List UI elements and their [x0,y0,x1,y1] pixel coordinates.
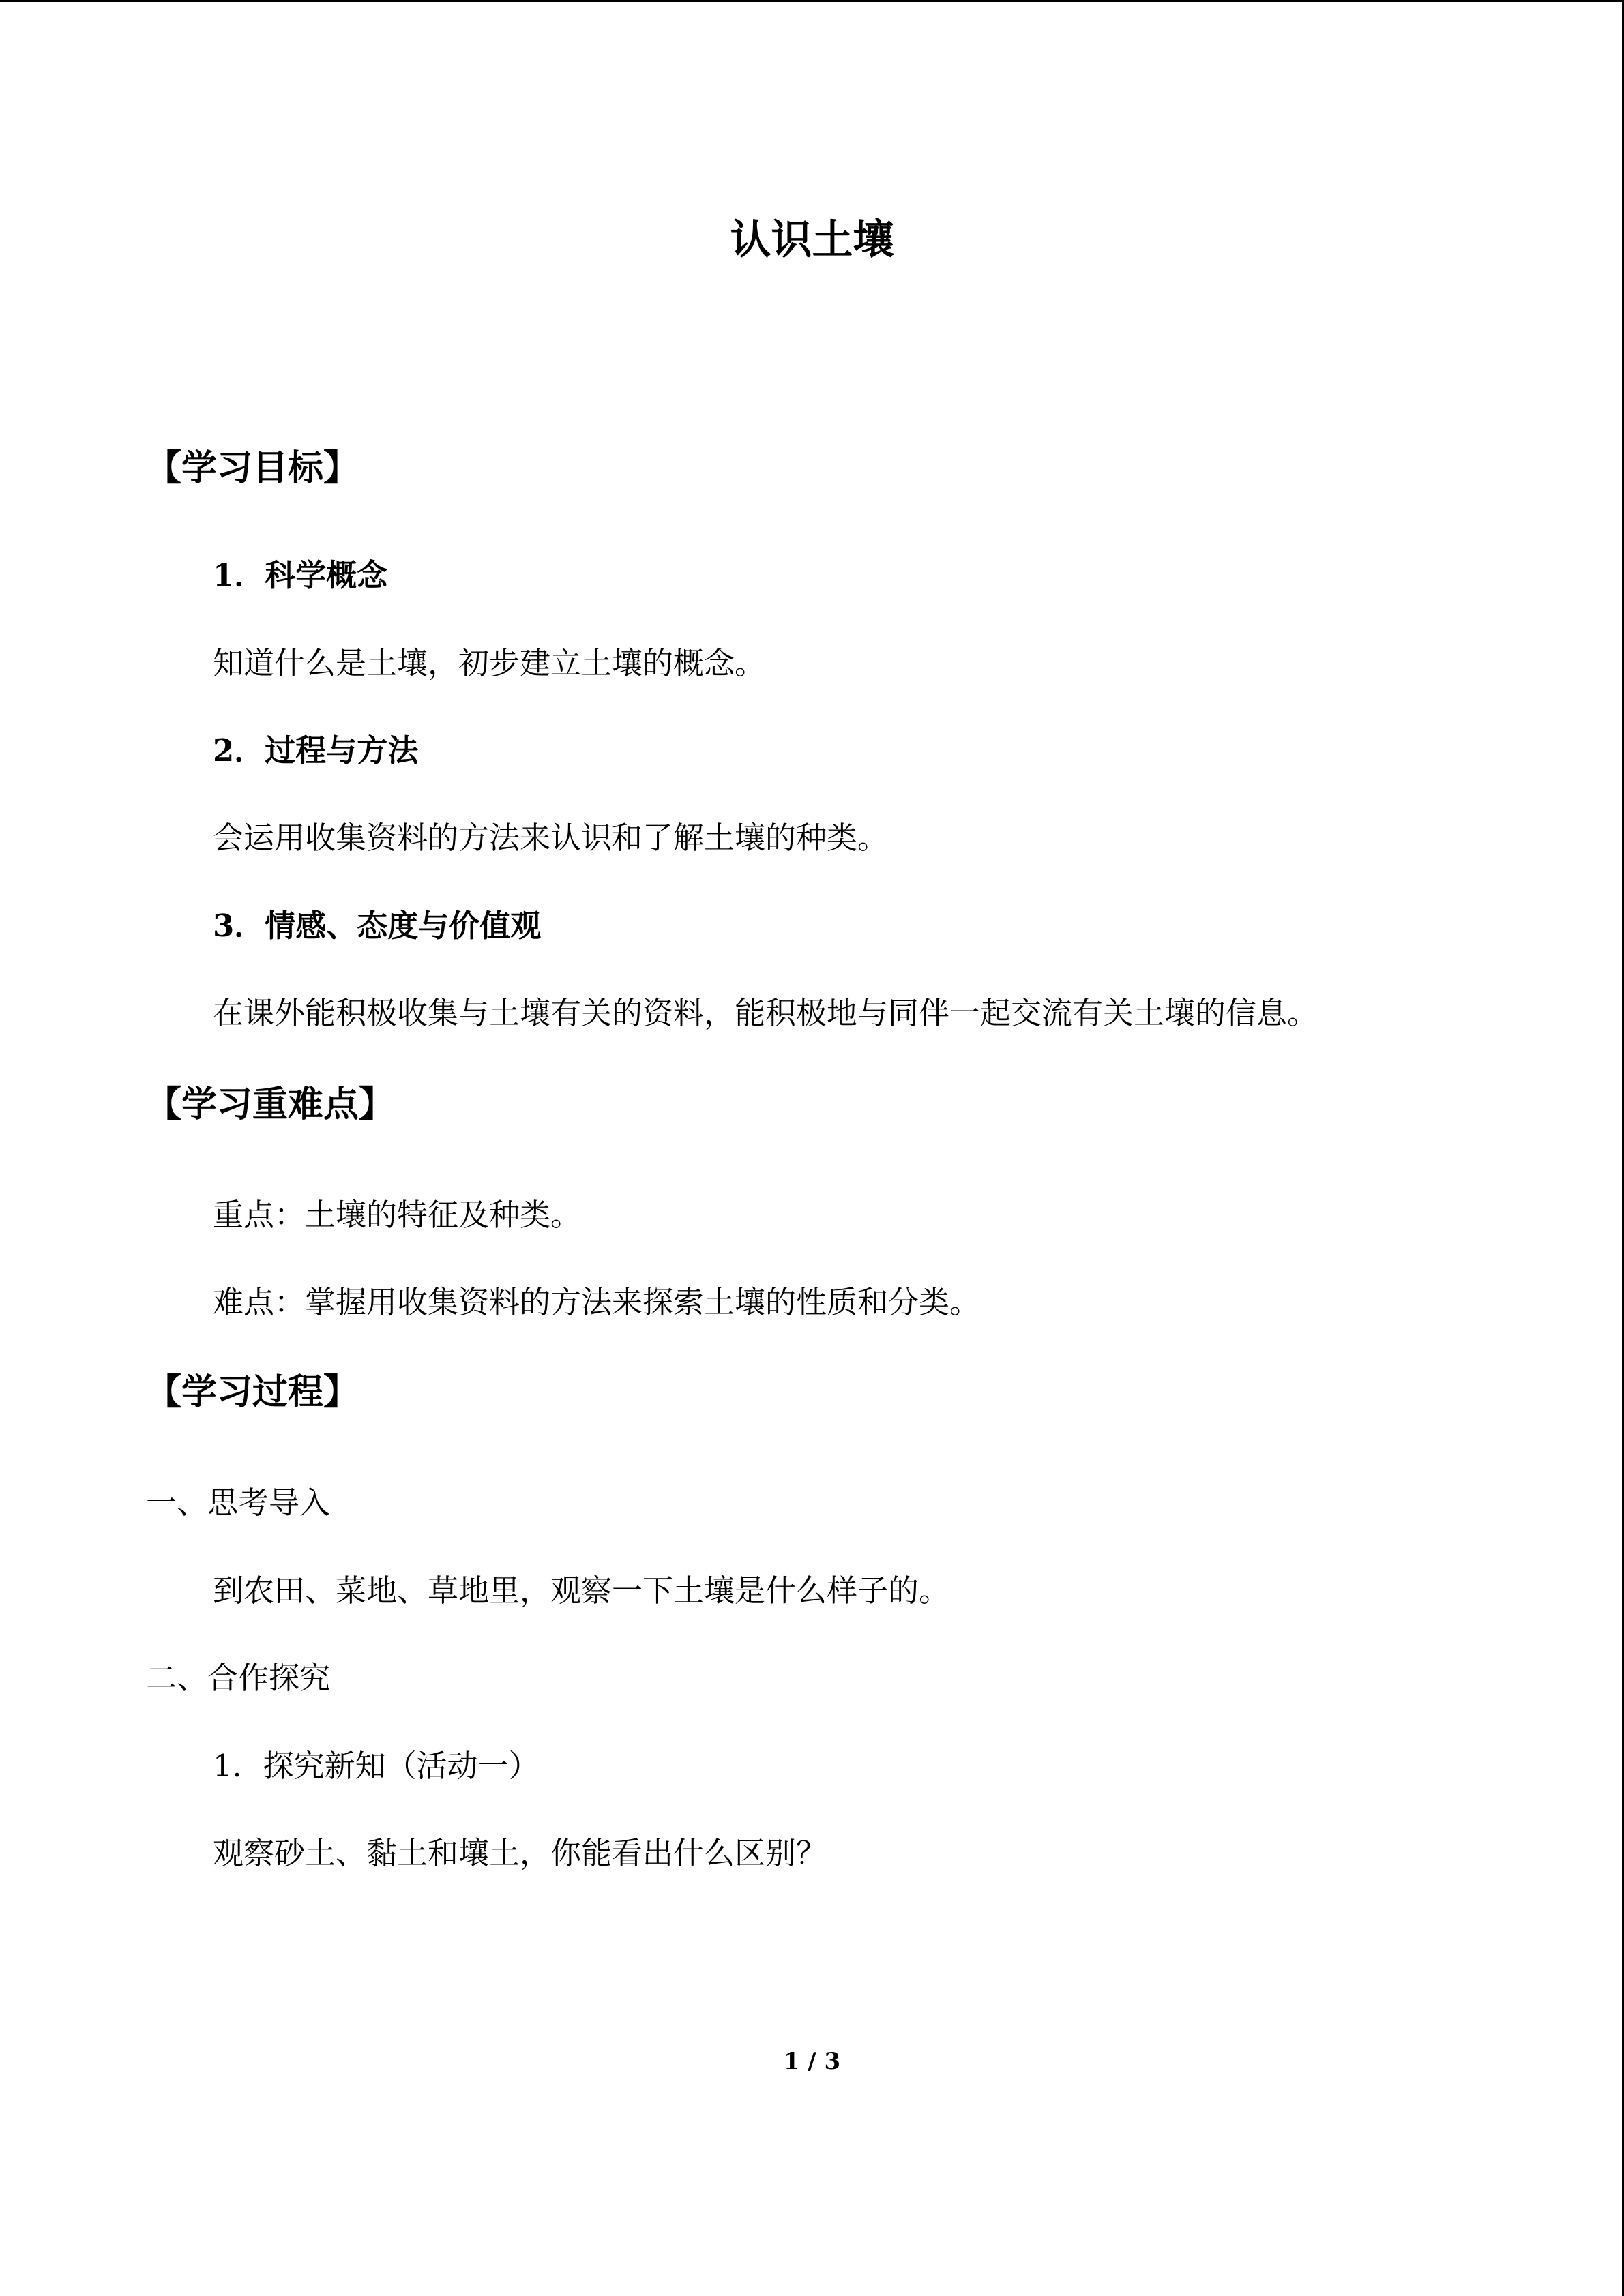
page-number: 1 / 3 [783,2048,841,2075]
key-point-difficulty: 难点：掌握用收集资料的方法来探索土壤的性质和分类。 [213,1284,981,1320]
document-title: 认识土壤 [730,216,894,264]
objective-text-1: 知道什么是土壤，初步建立土壤的概念。 [213,645,766,681]
process-section-2-title: 二、合作探究 [146,1660,331,1696]
heading-process: 【学习过程】 [146,1371,359,1413]
process-section-1-text: 到农田、菜地、草地里，观察一下土壤是什么样子的。 [213,1572,950,1609]
objective-label-3: 3．情感、态度与价值观 [213,908,542,944]
process-activity-1: 1．探究新知（活动一） [213,1748,540,1784]
heading-objectives: 【学习目标】 [146,447,359,489]
objective-text-2: 会运用收集资料的方法来认识和了解土壤的种类。 [213,820,889,856]
objective-label-1: 1．科学概念 [213,557,388,593]
heading-key-points: 【学习重难点】 [146,1084,395,1125]
key-point-focus: 重点：土壤的特征及种类。 [213,1197,582,1233]
page-top-border [0,0,1624,2]
process-section-1-title: 一、思考导入 [146,1485,331,1521]
objective-text-3: 在课外能积极收集与土壤有关的资料，能积极地与同伴一起交流有关土壤的信息。 [213,995,1318,1031]
process-activity-question: 观察砂土、黏土和壤土，你能看出什么区别？ [213,1835,827,1871]
objective-label-2: 2．过程与方法 [213,732,419,769]
